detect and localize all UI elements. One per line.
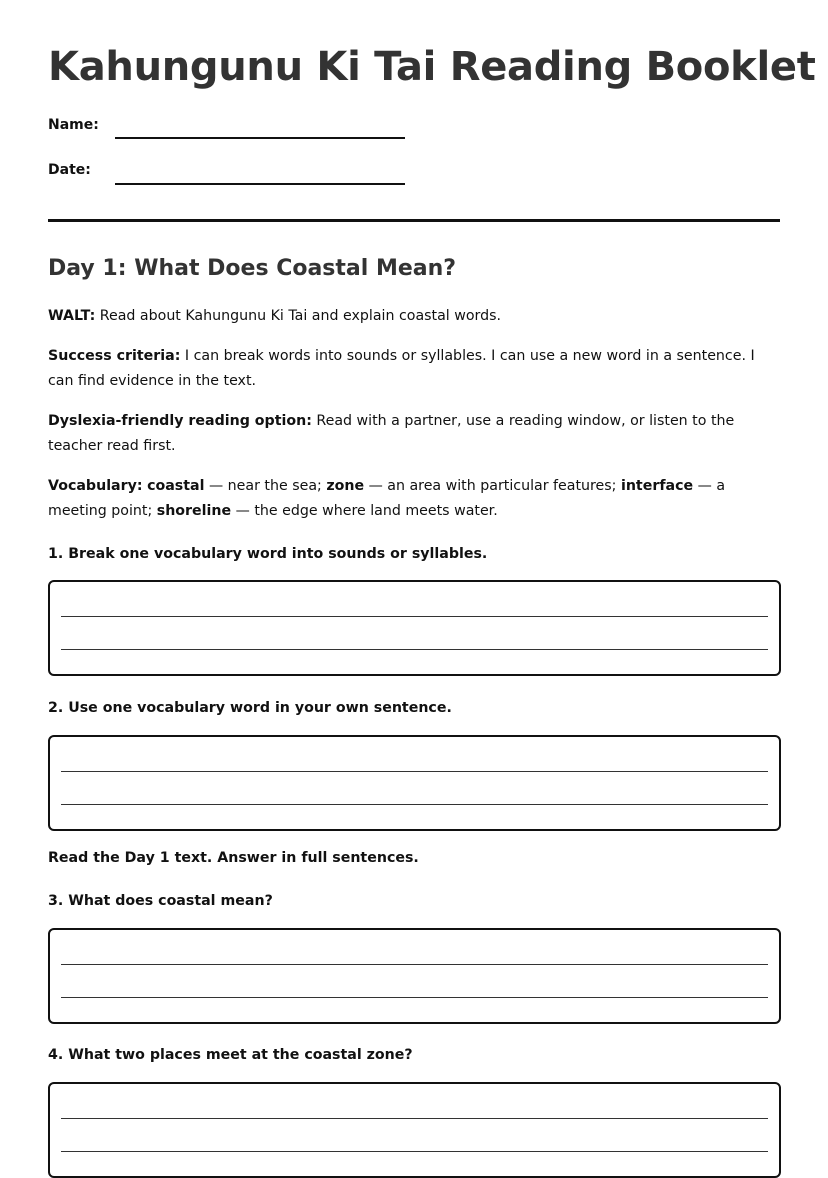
dyslexia-option-paragraph [48, 409, 782, 459]
reading-instruction: Read the Day 1 text. Answer in full sentences. [48, 850, 419, 866]
answer-line [61, 649, 768, 650]
section-divider [48, 219, 780, 222]
day-1-heading: Day 1: What Does Coastal Mean? [48, 256, 457, 281]
answer-box-2[interactable] [48, 735, 781, 831]
success-criteria-label: Success criteria: [48, 348, 181, 364]
success-criteria-paragraph [48, 344, 782, 394]
answer-line [61, 1118, 768, 1119]
answer-line [61, 964, 768, 965]
vocab-definition: — an area with particular features; [364, 478, 621, 494]
name-write-line[interactable] [115, 137, 405, 139]
answer-line [61, 1151, 768, 1152]
answer-line [61, 997, 768, 998]
question-1: 1. Break one vocabulary word into sounds or syllables. [48, 546, 488, 562]
answer-box-3[interactable] [48, 928, 781, 1024]
vocabulary-label: Vocabulary: [48, 478, 143, 494]
answer-line [61, 771, 768, 772]
dyslexia-option-text: Read with a partner, use a reading window, or listen to the teacher read first. [48, 413, 735, 454]
question-4: 4. What two places meet at the coastal zone? [48, 1047, 413, 1063]
answer-box-1[interactable] [48, 580, 781, 676]
date-label: Date: [48, 162, 91, 178]
answer-line [61, 804, 768, 805]
booklet-title: Kahungunu Ki Tai Reading Booklet [48, 44, 816, 90]
vocab-word: coastal [147, 478, 205, 494]
vocab-word: shoreline [156, 503, 232, 519]
vocab-definition: — a meeting point; [48, 478, 726, 519]
dyslexia-option-label: Dyslexia-friendly reading option: [48, 413, 312, 429]
success-criteria-text: I can break words into sounds or syllables. I can use a new word in a sentence. I can find evidence in the text. [48, 348, 755, 389]
vocab-word: zone [326, 478, 365, 494]
question-3: 3. What does coastal mean? [48, 893, 273, 909]
vocab-word: interface [620, 478, 694, 494]
vocab-definition: — near the sea; [204, 478, 327, 494]
answer-box-4[interactable] [48, 1082, 781, 1178]
walt-label: WALT: [48, 308, 96, 324]
name-label: Name: [48, 117, 99, 133]
vocabulary-paragraph [48, 474, 782, 524]
walt-text: Read about Kahungunu Ki Tai and explain coastal words. [95, 308, 502, 324]
question-2: 2. Use one vocabulary word in your own sentence. [48, 700, 452, 716]
answer-line [61, 616, 768, 617]
vocab-definition: — the edge where land meets water. [231, 503, 498, 519]
walt-paragraph [48, 304, 782, 329]
date-write-line[interactable] [115, 183, 405, 185]
